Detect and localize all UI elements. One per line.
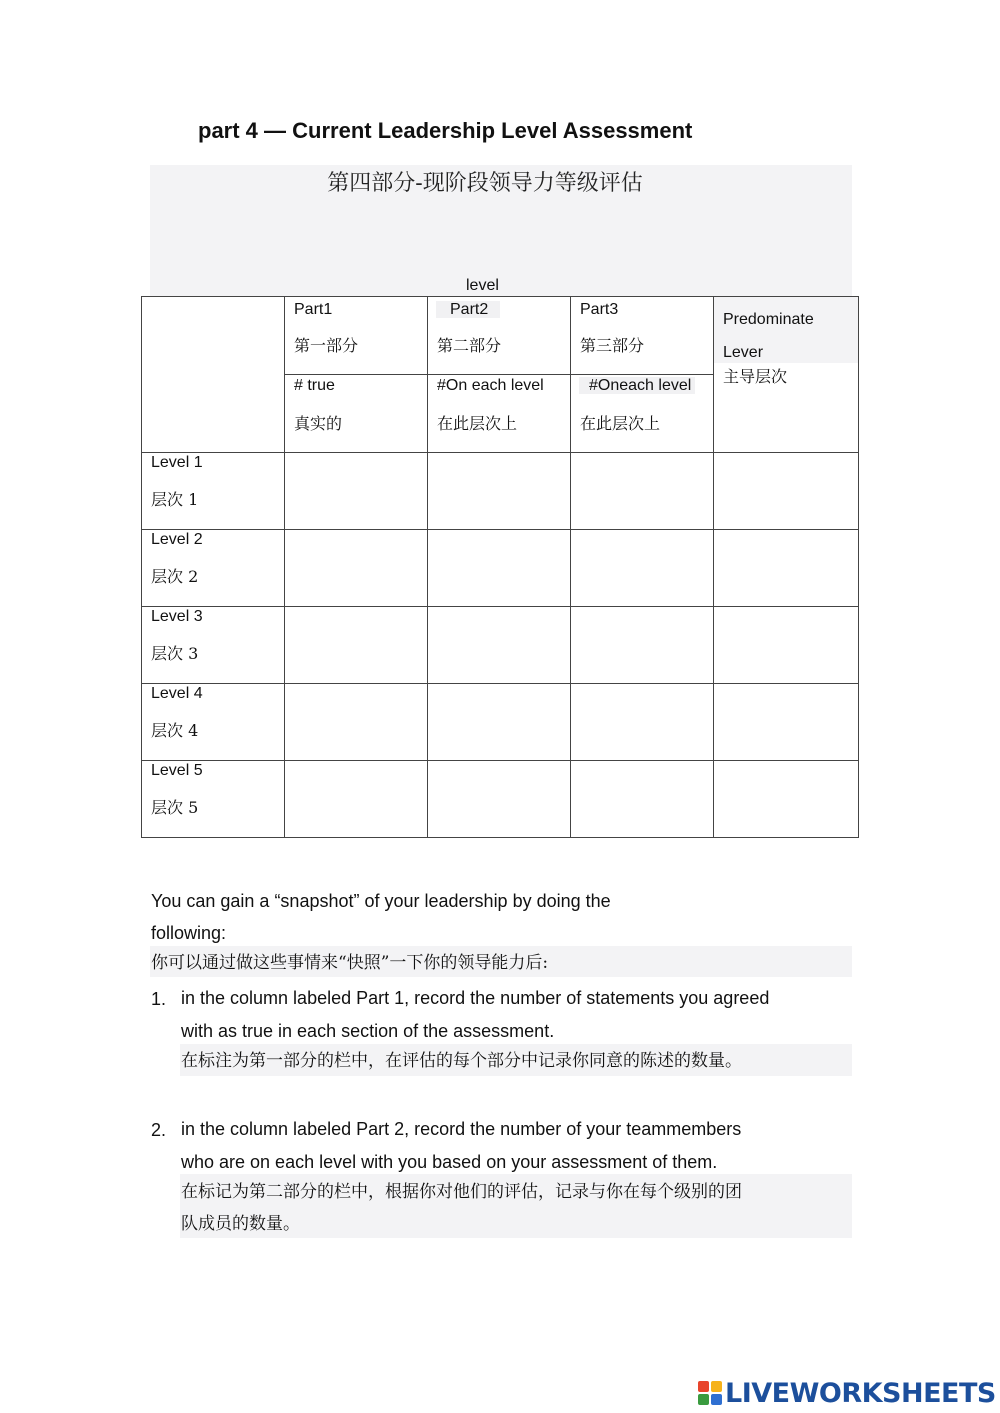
table-row bbox=[142, 607, 859, 684]
cell-part2-level-4[interactable] bbox=[428, 684, 571, 761]
header-part2-sub-cn: 在此层次上 bbox=[437, 414, 518, 433]
cell-part3-level-4[interactable] bbox=[571, 684, 714, 761]
table-row bbox=[142, 530, 859, 607]
page-title: part 4 — Current Leadership Level Assessment bbox=[198, 118, 693, 143]
header-part2-sub bbox=[428, 375, 571, 453]
row-label-cn: 层次 4 bbox=[151, 721, 199, 740]
logo-square-red bbox=[698, 1381, 709, 1392]
item-1-cn: 在标注为第一部分的栏中，在评估的每个部分中记录你同意的陈述的数量。 bbox=[181, 1051, 742, 1071]
cell-part3-level-2[interactable] bbox=[571, 530, 714, 607]
intro-cn: 你可以通过做这些事情来“快照”一下你的领导能力后: bbox=[151, 953, 549, 973]
intro-line-2: following: bbox=[151, 923, 227, 943]
cell-part1-level-2[interactable] bbox=[285, 530, 428, 607]
header-part1-sub bbox=[285, 375, 428, 453]
row-label-level-4 bbox=[142, 684, 285, 761]
logo-square-yellow bbox=[711, 1381, 722, 1392]
cell-part2-level-5[interactable] bbox=[428, 761, 571, 838]
row-label-text: Level 3 bbox=[151, 608, 203, 625]
header-part1-cn: 第一部分 bbox=[294, 336, 359, 355]
logo-text: LIVEWORKSHEETS bbox=[725, 1377, 996, 1409]
cell-part3-level-3[interactable] bbox=[571, 607, 714, 684]
cell-part2-level-1[interactable] bbox=[428, 453, 571, 530]
header-part2-label: Part2 bbox=[436, 301, 500, 318]
row-label-text: Level 4 bbox=[151, 685, 203, 702]
item-2-line-2: who are on each level with you based on your assessment of them. bbox=[181, 1152, 718, 1172]
logo-square-blue bbox=[711, 1394, 722, 1405]
header-part3-label: Part3 bbox=[580, 301, 619, 318]
header-part3-sub-cn: 在此层次上 bbox=[580, 414, 661, 433]
row-label-level-1 bbox=[142, 453, 285, 530]
row-label-text: Level 1 bbox=[151, 454, 203, 471]
logo-square-green bbox=[698, 1394, 709, 1405]
header-part3-sub bbox=[571, 375, 714, 453]
cell-predominate-level-2[interactable] bbox=[714, 530, 859, 607]
subtitle-cn: 第四部分-现阶段领导力等级评估 bbox=[327, 171, 643, 196]
item-2-cn-line-2: 队成员的数量。 bbox=[181, 1214, 300, 1234]
header-empty-cell bbox=[142, 297, 285, 453]
intro-line-1: You can gain a “snapshot” of your leadership by doing the bbox=[151, 891, 611, 911]
header-part2-cn: 第二部分 bbox=[437, 336, 502, 355]
cell-part1-level-3[interactable] bbox=[285, 607, 428, 684]
header-part3-sub-label: #Oneach level bbox=[579, 377, 695, 394]
row-label-text: Level 5 bbox=[151, 762, 203, 779]
row-label-cn: 层次 1 bbox=[151, 490, 199, 509]
row-label-cn: 层次 3 bbox=[151, 644, 199, 663]
assessment-table bbox=[141, 296, 859, 838]
header-part1-sub-cn: 真实的 bbox=[294, 414, 343, 433]
item-2-cn-line-1: 在标记为第二部分的栏中，根据你对他们的评估，记录与你在每个级别的团 bbox=[181, 1182, 742, 1202]
header-part1-sub-label: # true bbox=[294, 377, 335, 394]
cell-part3-level-1[interactable] bbox=[571, 453, 714, 530]
cell-part1-level-4[interactable] bbox=[285, 684, 428, 761]
header-part1 bbox=[285, 297, 428, 375]
item-2-line-1: in the column labeled Part 2, record the number of your teammembers bbox=[181, 1119, 742, 1139]
row-label-cn: 层次 2 bbox=[151, 567, 199, 586]
cell-part2-level-3[interactable] bbox=[428, 607, 571, 684]
header-predominate bbox=[714, 297, 859, 453]
cell-part1-level-1[interactable] bbox=[285, 453, 428, 530]
item-1-number: 1. bbox=[151, 989, 167, 1009]
row-label-level-3 bbox=[142, 607, 285, 684]
cell-part2-level-2[interactable] bbox=[428, 530, 571, 607]
header-part3-cn: 第三部分 bbox=[580, 336, 645, 355]
row-label-text: Level 2 bbox=[151, 531, 203, 548]
row-label-level-5 bbox=[142, 761, 285, 838]
cell-part3-level-5[interactable] bbox=[571, 761, 714, 838]
logo-grid-icon bbox=[698, 1381, 722, 1405]
cell-predominate-level-4[interactable] bbox=[714, 684, 859, 761]
cell-predominate-level-1[interactable] bbox=[714, 453, 859, 530]
table-header-top-row bbox=[142, 297, 859, 375]
cell-predominate-level-3[interactable] bbox=[714, 607, 859, 684]
item-2-number: 2. bbox=[151, 1120, 167, 1140]
table-row bbox=[142, 761, 859, 838]
header-part2-sub-label: #On each level bbox=[437, 377, 544, 394]
cell-part1-level-5[interactable] bbox=[285, 761, 428, 838]
row-label-cn: 层次 5 bbox=[151, 798, 199, 817]
predominate-line2: Lever bbox=[723, 344, 764, 361]
liveworksheets-logo[interactable] bbox=[698, 1379, 996, 1407]
table-row bbox=[142, 684, 859, 761]
item-1-line-2: with as true in each section of the assessment. bbox=[181, 1021, 555, 1041]
header-part1-label: Part1 bbox=[294, 301, 333, 318]
cell-predominate-level-5[interactable] bbox=[714, 761, 859, 838]
header-part3 bbox=[571, 297, 714, 375]
predominate-line1: Predominate bbox=[723, 311, 814, 328]
item-1-line-1: in the column labeled Part 1, record the number of statements you agreed bbox=[181, 988, 770, 1008]
predominate-cn: 主导层次 bbox=[723, 367, 788, 386]
header-part2 bbox=[428, 297, 571, 375]
row-label-level-2 bbox=[142, 530, 285, 607]
level-caption: level bbox=[466, 277, 499, 294]
table-row bbox=[142, 453, 859, 530]
